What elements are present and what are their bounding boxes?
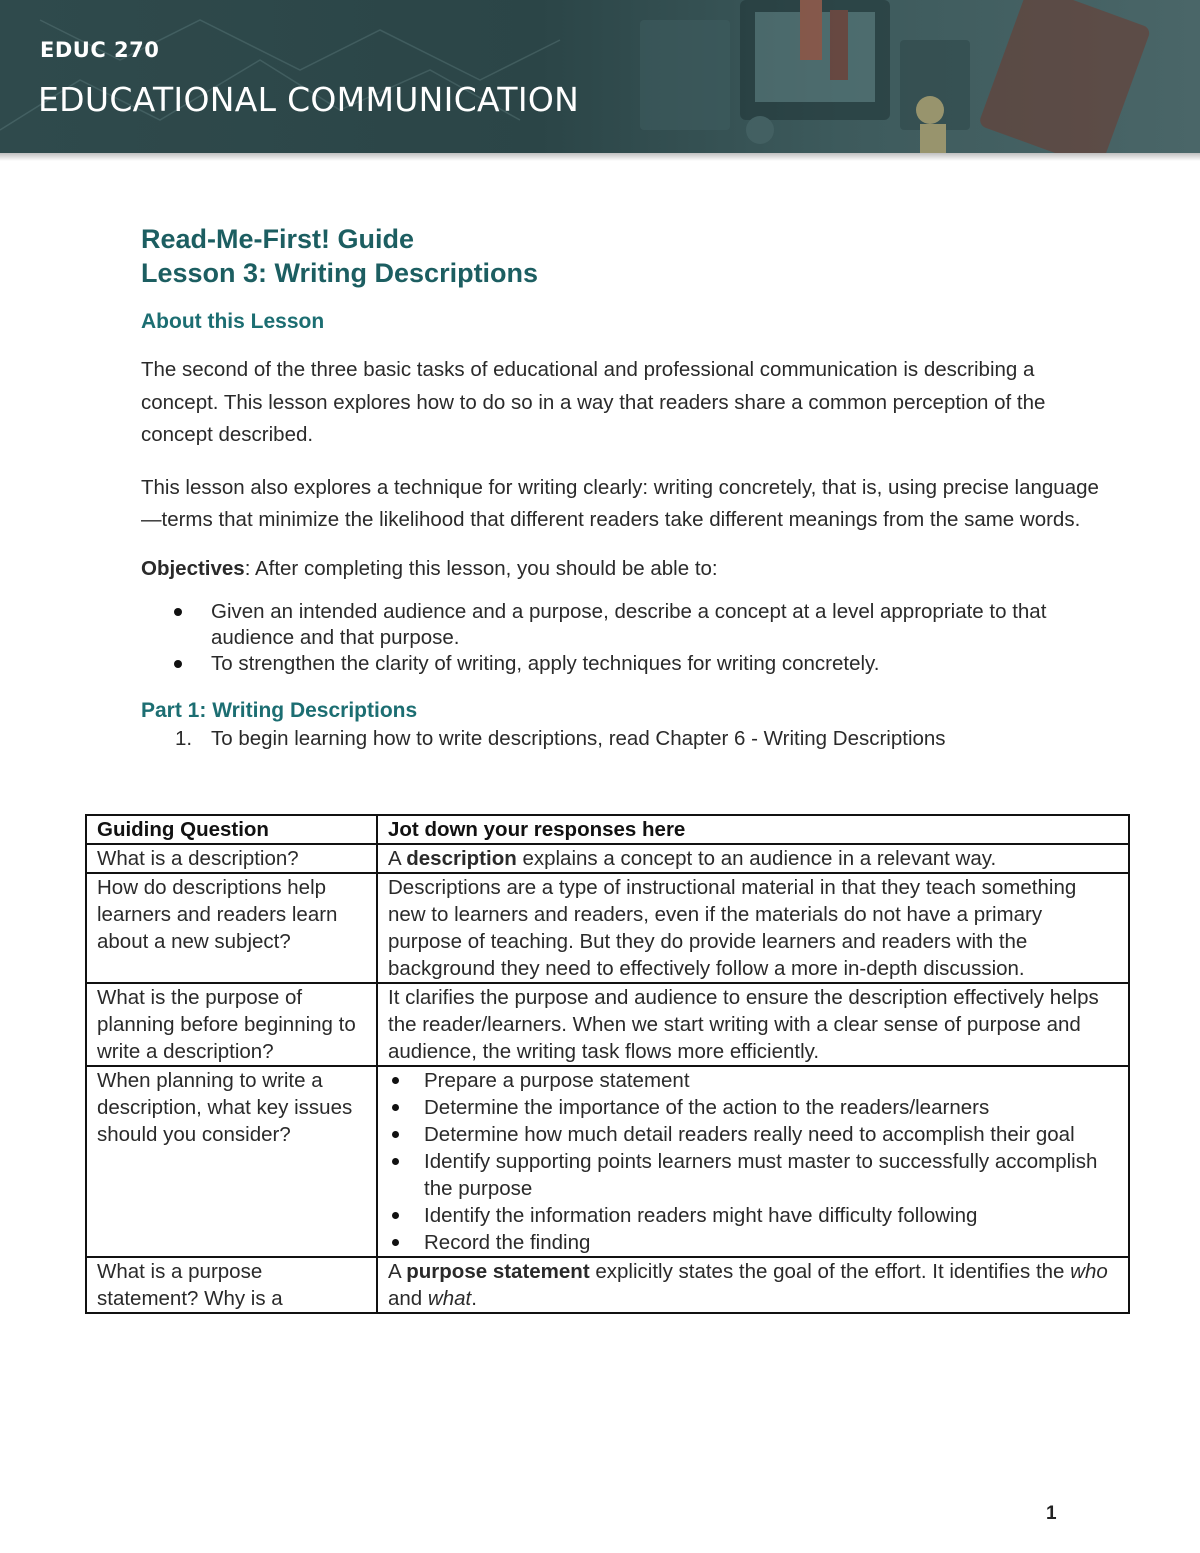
header-responses: Jot down your responses here [377, 815, 1129, 844]
page-number: 1 [1046, 1503, 1057, 1524]
answer-text: A [388, 1260, 407, 1283]
answer-text: explains a concept to an audience in a relevant way. [516, 847, 997, 870]
part1-heading: Part 1: Writing Descriptions [141, 699, 418, 722]
list-item: Prepare a purpose statement [424, 1067, 1118, 1094]
list-item: Identify supporting points learners must master to successfully accomplish the purpose [424, 1148, 1118, 1202]
about-heading: About this Lesson [141, 310, 325, 333]
banner-illustration [0, 0, 1200, 153]
question-cell: What is a purpose statement? Why is a [86, 1257, 377, 1313]
answer-emphasis: what [427, 1287, 472, 1310]
course-banner [0, 0, 1200, 153]
question-cell: What is a description? [86, 844, 377, 873]
header-guiding-question: Guiding Question [86, 815, 377, 844]
objective-item: To strengthen the clarity of writing, apply techniques for writing concretely. [211, 651, 1101, 677]
table-row [86, 873, 1129, 983]
answer-emphasis: who [1070, 1260, 1108, 1283]
table-row [86, 1257, 1129, 1313]
objectives-label: Objectives [141, 556, 245, 580]
table-row [86, 1066, 1129, 1257]
table-row [86, 983, 1129, 1066]
about-paragraph-1: The second of the three basic tasks of educational and professional communication is describing a concept. This lesson explores how to do so in a way that readers share a common perception of the concept described. [141, 358, 1046, 446]
answer-cell[interactable]: It clarifies the purpose and audience to ensure the description effectively helps the reader/learners. When we start writing with a clear sense of purpose and audience, the writing task flows more efficiently. [377, 983, 1129, 1066]
list-item: Determine the importance of the action to the readers/learners [424, 1094, 1118, 1121]
lesson-title: Lesson 3: Writing Descriptions [141, 258, 539, 288]
answer-text: A [388, 847, 407, 870]
table-header-row [86, 815, 1129, 844]
about-paragraph-2: This lesson also explores a technique for writing clearly: writing concretely, that is, using precise language—terms that minimize the likelihood that different readers take different meanings from the same words. [141, 475, 1099, 531]
list-item: Record the finding [424, 1229, 1118, 1256]
answer-text: . [471, 1287, 477, 1310]
answer-cell[interactable]: Descriptions are a type of instructional material in that they teach something new to learners and readers, even if the materials do not have a primary purpose of teaching. But they do provide learners and readers with the background they need to effectively follow a more in-depth discussion. [377, 873, 1129, 983]
answer-text: explicitly states the goal of the effort. It identifies the [589, 1260, 1071, 1283]
question-cell: How do descriptions help learners and readers learn about a new subject? [86, 873, 377, 983]
answer-cell[interactable] [377, 844, 1129, 873]
answer-term: purpose statement [406, 1260, 590, 1283]
key-issues-list [388, 1067, 1118, 1256]
question-cell: What is the purpose of planning before beginning to write a description? [86, 983, 377, 1066]
objectives-intro [141, 553, 1101, 586]
guide-title: Read-Me-First! Guide [141, 224, 415, 254]
objective-item: Given an intended audience and a purpose, describe a concept at a level appropriate to that audience and that purpose. [211, 599, 1101, 651]
list-item: Identify the information readers might have difficulty following [424, 1202, 1118, 1229]
answer-cell[interactable] [377, 1066, 1129, 1257]
part1-step [141, 727, 1101, 751]
document-body [141, 222, 1101, 751]
course-title: EDUCATIONAL COMMUNICATION [38, 80, 580, 119]
objectives-intro-text: : After completing this lesson, you should be able to: [244, 556, 718, 580]
question-cell: When planning to write a description, what key issues should you consider? [86, 1066, 377, 1257]
answer-cell[interactable] [377, 1257, 1129, 1313]
banner-shadow [0, 153, 1200, 161]
list-item: Determine how much detail readers really need to accomplish their goal [424, 1121, 1118, 1148]
answer-text: and [388, 1287, 428, 1310]
guiding-questions-table [85, 814, 1130, 1314]
table-row [86, 844, 1129, 873]
course-code: EDUC 270 [40, 38, 160, 62]
answer-term: description [406, 847, 517, 870]
objectives-list [141, 599, 1101, 677]
step-number: 1. [175, 727, 193, 750]
step-text: To begin learning how to write descriptions, read Chapter 6 - Writing Descriptions [211, 727, 946, 750]
